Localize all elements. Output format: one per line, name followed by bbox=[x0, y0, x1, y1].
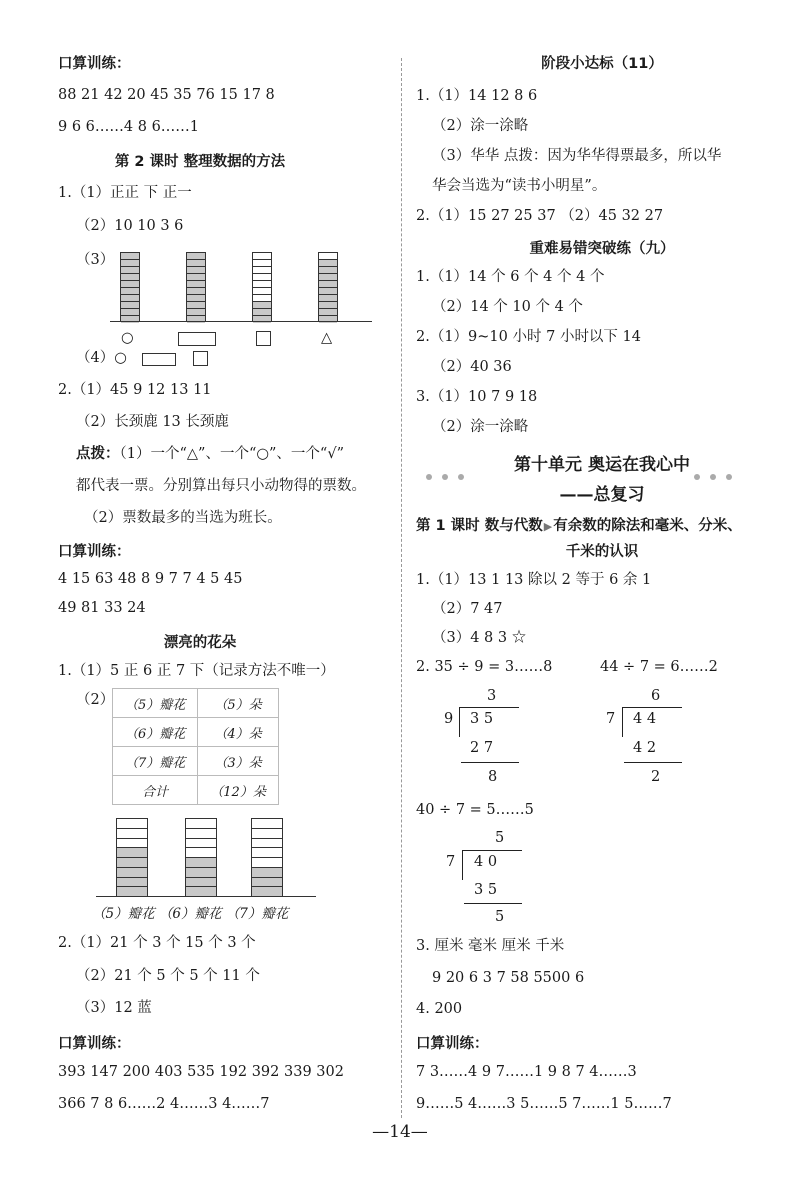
stage-q1-part2: （2）涂一涂略 bbox=[432, 118, 529, 134]
stage-q1-part3: （3）华华 点拨：因为华华得票最多，所以华 bbox=[432, 148, 722, 164]
div1-remainder: 8 bbox=[488, 769, 498, 785]
table-row bbox=[113, 747, 279, 776]
table-cell: （6）瓣花 bbox=[113, 718, 198, 747]
error-q3-part1: 3.（1）10 7 9 18 bbox=[416, 389, 538, 405]
table-row bbox=[113, 776, 279, 805]
table-cell: （5）瓣花 bbox=[113, 689, 198, 718]
div1-divisor: 9 bbox=[444, 711, 454, 727]
oral-practice-title-1: 口算训练： bbox=[58, 56, 131, 72]
flower-chart-labels: （5）瓣花 （6）瓣花 （7）瓣花 bbox=[92, 906, 289, 922]
lesson-2-title: 第 2 课时 整理数据的方法 bbox=[114, 154, 286, 170]
review-q2-eq2: 44 ÷ 7 = 6……2 bbox=[600, 659, 718, 675]
stack-triangle bbox=[318, 252, 338, 322]
div3-underline bbox=[464, 903, 522, 904]
error-q1-part1: 1.（1）14 个 6 个 4 个 4 个 bbox=[416, 269, 605, 285]
div3-remainder: 5 bbox=[495, 909, 505, 925]
div1-quotient: 3 bbox=[487, 688, 497, 704]
flower-q2-part1: 2.（1）21 个 3 个 15 个 3 个 bbox=[58, 935, 256, 951]
shape-triangle: △ bbox=[321, 330, 333, 346]
div3-dividend: 4 0 bbox=[474, 854, 498, 870]
page-number-text: —14— bbox=[372, 1122, 428, 1142]
oral-practice-2-line1: 4 15 63 48 8 9 7 7 4 5 45 bbox=[58, 571, 243, 587]
stage-check-title: 阶段小达标（11） bbox=[541, 56, 663, 72]
q1-part4-rectangle-icon bbox=[142, 353, 176, 366]
unit-title: 第十单元 奥运在我心中 bbox=[514, 455, 690, 475]
flower-count-table bbox=[112, 688, 279, 805]
div1-bar bbox=[459, 707, 519, 708]
shape-rectangle-icon bbox=[178, 332, 216, 346]
review-q1-part3: （3）4 8 3 ☆ bbox=[432, 630, 527, 646]
table-cell: （12）朵 bbox=[198, 776, 279, 805]
div2-remainder: 2 bbox=[651, 769, 661, 785]
flower-q1-part1: 1.（1）5 正 6 正 7 下（记录方法不唯一） bbox=[58, 663, 335, 679]
div3-divisor: 7 bbox=[446, 854, 456, 870]
triangle-arrow-icon: ▶ bbox=[543, 520, 553, 533]
oral-practice-right-line1: 7 3……4 9 7……1 9 8 7 4……3 bbox=[416, 1064, 637, 1080]
table-cell: 合计 bbox=[113, 776, 198, 805]
oral-practice-1-line1: 88 21 42 20 45 35 76 15 17 8 bbox=[58, 87, 275, 103]
oral-practice-title-2: 口算训练： bbox=[58, 544, 131, 560]
q1-part1: 1.（1）正正 下 正一 bbox=[58, 185, 192, 201]
hint-line2: 都代表一票。分别算出每只小动物得的票数。 bbox=[76, 478, 366, 494]
stage-q1-part1: 1.（1）14 12 8 6 bbox=[416, 88, 538, 104]
div2-bracket bbox=[622, 707, 623, 737]
error-q2-part1: 2.（1）9~10 小时 7 小时以下 14 bbox=[416, 329, 641, 345]
error-q1-part2: （2）14 个 10 个 4 个 bbox=[432, 299, 583, 315]
div2-divisor: 7 bbox=[606, 711, 616, 727]
stage-q2: 2.（1）15 27 25 37 （2）45 32 27 bbox=[416, 208, 664, 224]
table-row bbox=[113, 718, 279, 747]
shape-square-icon bbox=[256, 331, 271, 346]
q2-part1: 2.（1）45 9 12 13 11 bbox=[58, 382, 212, 398]
flower-q1-part2-label: （2） bbox=[76, 692, 115, 708]
stack-7-petal bbox=[251, 818, 283, 896]
lesson-1-title-a: 第 1 课时 数与代数 bbox=[416, 518, 543, 534]
hint-line3: （2）票数最多的当选为班长。 bbox=[84, 510, 282, 526]
div2-quotient: 6 bbox=[651, 688, 661, 704]
q2-part2: （2）长颈鹿 13 长颈鹿 bbox=[76, 414, 229, 430]
hint-text-1: （1）一个“△”、一个“○”、一个“√” bbox=[119, 446, 344, 462]
hint-line1 bbox=[76, 444, 344, 464]
table-cell: （3）朵 bbox=[198, 747, 279, 776]
stack-6-petal bbox=[185, 818, 217, 896]
div1-bracket bbox=[459, 707, 460, 737]
error-q3-part2: （2）涂一涂略 bbox=[432, 419, 529, 435]
oral-practice-1-line2: 9 6 6……4 8 6……1 bbox=[58, 119, 200, 135]
div1-underline bbox=[461, 762, 519, 763]
q1-part2: （2）10 10 3 6 bbox=[76, 218, 184, 234]
error-q2-part2: （2）40 36 bbox=[432, 359, 512, 375]
oral-practice-right-line2: 9……5 4……3 5……5 7……1 5……7 bbox=[416, 1096, 672, 1112]
div3-bar bbox=[462, 850, 522, 851]
stack-circle bbox=[120, 252, 140, 322]
stack-square bbox=[252, 252, 272, 322]
review-q3-part2: 9 20 6 3 7 58 5500 6 bbox=[432, 970, 585, 986]
review-q4: 4. 200 bbox=[416, 1001, 463, 1017]
stage-q1-part3-cont: 华会当选为“读书小明星”。 bbox=[432, 178, 607, 194]
table-cell: （7）瓣花 bbox=[113, 747, 198, 776]
flower-section-title: 漂亮的花朵 bbox=[163, 635, 237, 651]
review-q1-part2: （2）7 47 bbox=[432, 601, 503, 617]
table-row bbox=[113, 689, 279, 718]
shape-circle: ○ bbox=[121, 330, 134, 346]
unit-subtitle: ——总复习 bbox=[559, 485, 645, 505]
q1-part3-label: （3） bbox=[76, 252, 115, 268]
q1-part4: （4）○ bbox=[76, 350, 127, 366]
oral-practice-2-line2: 49 81 33 24 bbox=[58, 600, 146, 616]
div3-product: 3 5 bbox=[474, 882, 498, 898]
flower-chart-baseline bbox=[96, 896, 316, 897]
review-q1-part1: 1.（1）13 1 13 除以 2 等于 6 余 1 bbox=[416, 572, 652, 588]
stack-rectangle bbox=[186, 252, 206, 322]
lesson-1-title bbox=[416, 514, 742, 535]
q1-part4-square-icon bbox=[193, 351, 208, 366]
flower-q2-part3: （3）12 蓝 bbox=[76, 1000, 152, 1016]
column-divider bbox=[401, 58, 402, 1118]
div2-dividend: 4 4 bbox=[633, 711, 657, 727]
lesson-1-title-b: 有余数的除法和毫米、分米、 bbox=[553, 518, 742, 534]
div2-product: 4 2 bbox=[633, 740, 657, 756]
div3-quotient: 5 bbox=[495, 830, 505, 846]
oral-practice-title-3: 口算训练： bbox=[58, 1036, 131, 1052]
lesson-1-title-c: 千米的认识 bbox=[565, 544, 639, 560]
table-cell: （4）朵 bbox=[198, 718, 279, 747]
review-q2-eq3: 40 ÷ 7 = 5……5 bbox=[416, 802, 534, 818]
oral-practice-3-line1: 393 147 200 403 535 192 392 339 302 bbox=[58, 1064, 344, 1080]
oral-practice-3-line2: 366 7 8 6……2 4……3 4……7 bbox=[58, 1096, 270, 1112]
table-cell: （5）朵 bbox=[198, 689, 279, 718]
oral-practice-title-right: 口算训练： bbox=[416, 1036, 489, 1052]
div1-dividend: 3 5 bbox=[470, 711, 494, 727]
review-q2-eq1: 2. 35 ÷ 9 = 3……8 bbox=[416, 659, 553, 675]
flower-q2-part2: （2）21 个 5 个 5 个 11 个 bbox=[76, 968, 260, 984]
page-number bbox=[0, 1122, 800, 1142]
div1-product: 2 7 bbox=[470, 740, 494, 756]
review-q3-part1: 3. 厘米 毫米 厘米 千米 bbox=[416, 938, 565, 954]
div2-bar bbox=[622, 707, 682, 708]
div2-underline bbox=[624, 762, 682, 763]
div3-bracket bbox=[462, 850, 463, 880]
stack-5-petal bbox=[116, 818, 148, 896]
hint-label: 点拨： bbox=[76, 446, 120, 462]
error-practice-title: 重难易错突破练（九） bbox=[529, 241, 675, 257]
chart-1-baseline bbox=[110, 321, 372, 322]
